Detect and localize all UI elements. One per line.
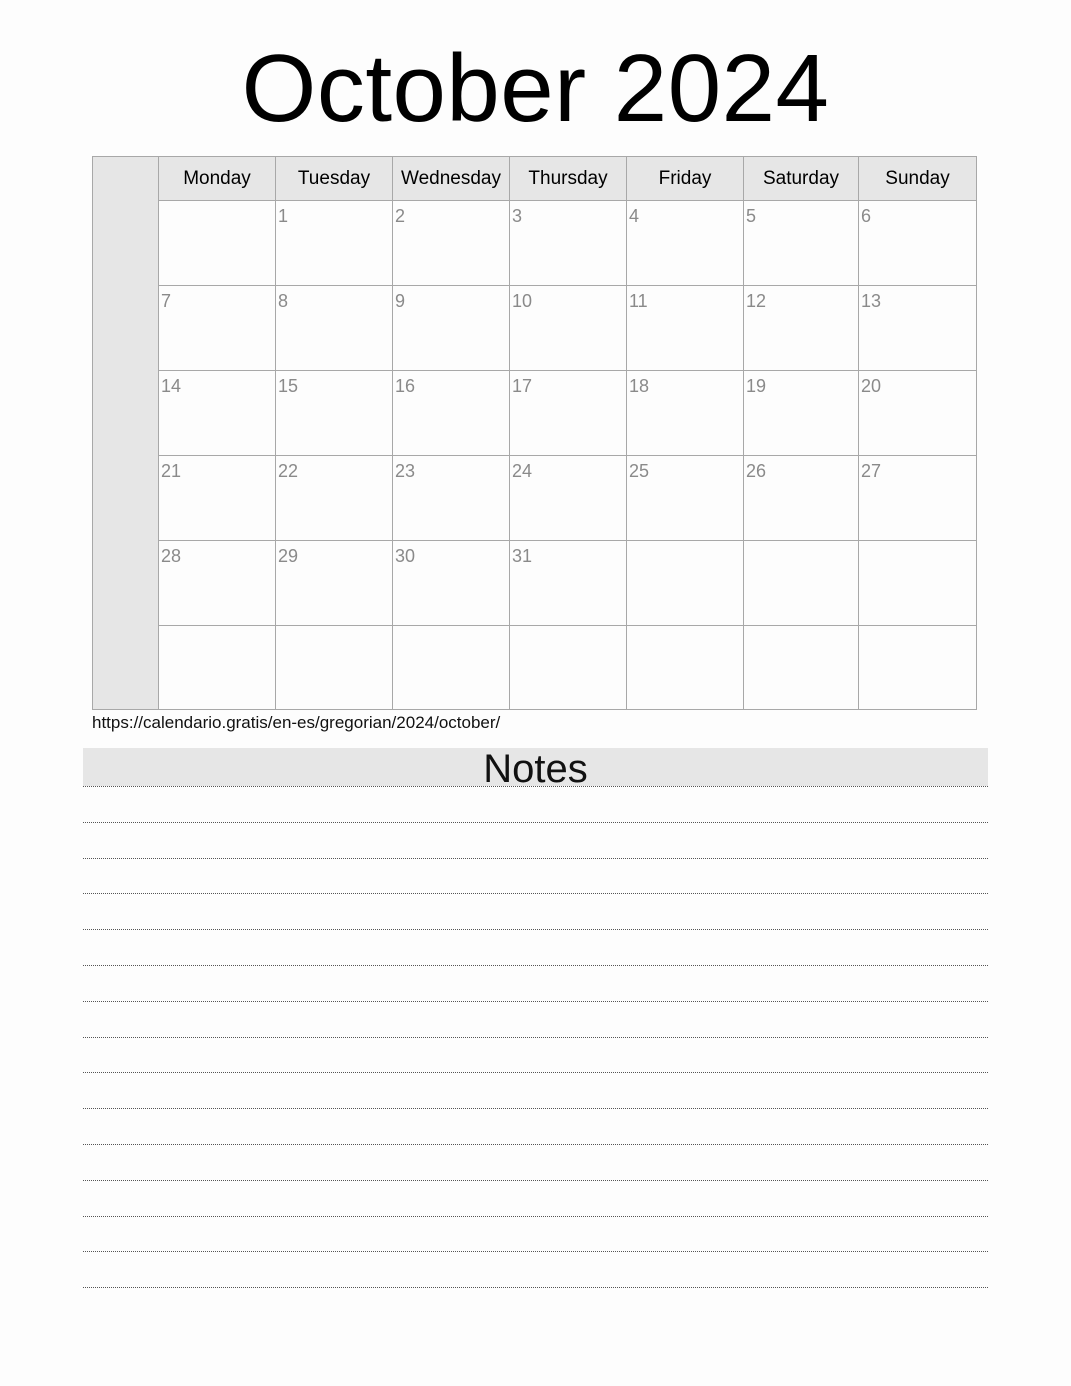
day-number: 3 — [512, 206, 523, 226]
day-cell — [276, 626, 393, 709]
calendar-days-grid — [159, 201, 976, 709]
day-number: 15 — [278, 376, 299, 396]
note-line — [83, 1216, 988, 1217]
day-cell — [859, 286, 976, 370]
day-cell — [393, 456, 510, 540]
weekday-header-saturday: Saturday — [744, 157, 859, 200]
day-cell — [393, 541, 510, 625]
day-number: 6 — [861, 206, 872, 226]
day-cell — [159, 201, 276, 285]
note-line — [83, 786, 988, 787]
day-cell — [627, 371, 744, 455]
note-line — [83, 1037, 988, 1038]
day-number: 29 — [278, 546, 299, 566]
day-number: 8 — [278, 291, 289, 311]
day-cell — [510, 371, 627, 455]
day-number: 13 — [861, 291, 882, 311]
day-cell — [510, 541, 627, 625]
day-number: 11 — [629, 291, 648, 311]
day-number: 25 — [629, 461, 650, 481]
note-line — [83, 929, 988, 930]
day-cell — [393, 201, 510, 285]
day-number: 2 — [395, 206, 406, 226]
weekday-header-thursday: Thursday — [510, 157, 627, 200]
day-cell — [859, 626, 976, 709]
note-line — [83, 1108, 988, 1109]
day-number: 21 — [161, 461, 182, 481]
day-cell — [627, 541, 744, 625]
note-line — [83, 893, 988, 894]
day-number: 19 — [746, 376, 767, 396]
day-cell — [276, 541, 393, 625]
week-row — [159, 456, 976, 541]
note-line — [83, 822, 988, 823]
day-cell — [276, 286, 393, 370]
day-cell — [744, 456, 859, 540]
note-line — [83, 1287, 988, 1288]
day-number: 14 — [161, 376, 182, 396]
month-calendar-grid — [92, 156, 977, 710]
day-cell — [744, 626, 859, 709]
weekday-header-row — [159, 157, 976, 201]
day-cell — [627, 286, 744, 370]
day-number: 27 — [861, 461, 882, 481]
day-cell — [744, 541, 859, 625]
note-line — [83, 1001, 988, 1002]
note-line — [83, 1072, 988, 1073]
day-cell — [276, 456, 393, 540]
day-number: 31 — [512, 546, 533, 566]
day-cell — [159, 286, 276, 370]
day-cell — [393, 286, 510, 370]
calendar-title: October 2024 — [241, 35, 830, 142]
note-line — [83, 965, 988, 966]
day-number: 24 — [512, 461, 533, 481]
day-cell — [510, 626, 627, 709]
day-number: 12 — [746, 291, 767, 311]
day-cell — [393, 626, 510, 709]
day-cell — [627, 626, 744, 709]
day-cell — [159, 371, 276, 455]
day-cell — [859, 456, 976, 540]
weekday-header-tuesday: Tuesday — [276, 157, 393, 200]
day-number: 1 — [278, 206, 289, 226]
day-cell — [744, 201, 859, 285]
note-line — [83, 858, 988, 859]
day-cell — [859, 541, 976, 625]
day-cell — [159, 626, 276, 709]
day-number: 22 — [278, 461, 299, 481]
day-cell — [744, 371, 859, 455]
day-number: 9 — [395, 291, 406, 311]
week-row — [159, 541, 976, 626]
day-number: 28 — [161, 546, 182, 566]
day-cell — [859, 201, 976, 285]
day-number: 7 — [161, 291, 172, 311]
day-number: 26 — [746, 461, 767, 481]
note-line — [83, 1180, 988, 1181]
day-cell — [627, 456, 744, 540]
day-cell — [159, 541, 276, 625]
day-number: 23 — [395, 461, 416, 481]
week-row — [159, 286, 976, 371]
week-row — [159, 626, 976, 709]
weekday-header-wednesday: Wednesday — [393, 157, 510, 200]
note-line — [83, 1251, 988, 1252]
day-cell — [510, 286, 627, 370]
week-row — [159, 371, 976, 456]
day-cell — [510, 201, 627, 285]
weekday-header-monday: Monday — [159, 157, 276, 200]
day-number: 5 — [746, 206, 757, 226]
notes-heading: Notes — [83, 748, 988, 786]
day-cell — [393, 371, 510, 455]
day-cell — [744, 286, 859, 370]
weekday-header-friday: Friday — [627, 157, 744, 200]
day-cell — [627, 201, 744, 285]
day-cell — [276, 371, 393, 455]
day-number: 4 — [629, 206, 640, 226]
day-cell — [510, 456, 627, 540]
weekday-header-sunday: Sunday — [885, 168, 950, 189]
day-cell — [159, 456, 276, 540]
day-number: 16 — [395, 376, 416, 396]
week-number-column — [93, 157, 159, 709]
day-cell — [276, 201, 393, 285]
source-url[interactable]: https://calendario.gratis/en-es/gregorian/2024/october/ — [92, 713, 501, 732]
day-number: 30 — [395, 546, 416, 566]
note-line — [83, 1144, 988, 1145]
week-row — [159, 201, 976, 286]
day-number: 20 — [861, 376, 882, 396]
day-number: 18 — [629, 376, 650, 396]
day-cell — [859, 371, 976, 455]
day-number: 17 — [512, 376, 533, 396]
day-number: 10 — [512, 291, 533, 311]
